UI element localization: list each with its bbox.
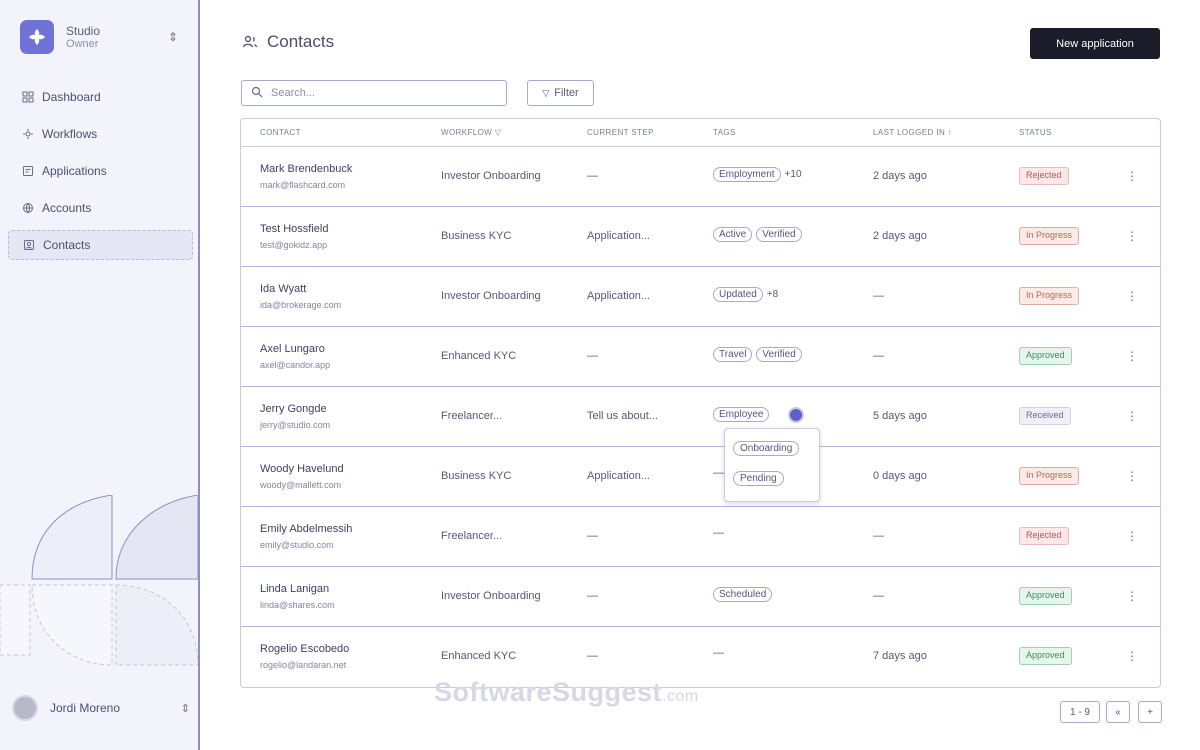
column-header-contact[interactable]: CONTACT [260, 128, 301, 137]
contact-email: linda@shares.com [260, 600, 335, 610]
current-step-cell: — [587, 530, 598, 542]
contacts-icon [242, 34, 258, 50]
tag-more-count[interactable]: +8 [766, 289, 779, 300]
page-title [242, 32, 334, 52]
sidebar-item-label: Workflows [42, 127, 98, 141]
filter-button[interactable] [527, 80, 594, 106]
table-body [241, 147, 1160, 687]
new-application-button[interactable]: New application [1030, 28, 1160, 59]
filter-icon: ▽ [542, 87, 550, 98]
sidebar-item-accounts[interactable] [8, 193, 193, 223]
tags-cell [713, 407, 773, 422]
tag-chip[interactable]: Verified [756, 347, 801, 362]
tag-chip[interactable]: Active [713, 227, 752, 242]
contact-email: test@gokidz.app [260, 240, 328, 250]
search-box[interactable] [241, 80, 507, 106]
current-step-cell: Application... [587, 470, 650, 482]
chevron-updown-icon: ⇕ [168, 30, 179, 44]
tags-cell [713, 587, 776, 602]
contact-name[interactable]: Woody Havelund [260, 463, 344, 475]
contact-name[interactable]: Linda Lanigan [260, 583, 330, 595]
tags-cell [713, 287, 778, 302]
row-menu-icon[interactable]: ⋮ [1126, 469, 1138, 483]
contact-name[interactable]: Axel Lungaro [260, 343, 325, 355]
tag-chip[interactable]: Employee [713, 407, 769, 422]
table-header [241, 119, 1160, 147]
filter-icon: ▽ [494, 128, 502, 137]
workspace-logo-icon [20, 20, 54, 54]
watermark-suffix: .com [662, 688, 699, 705]
watermark [434, 677, 699, 708]
table-row[interactable] [241, 507, 1160, 567]
row-menu-icon[interactable]: ⋮ [1126, 529, 1138, 543]
current-step-cell: Application... [587, 230, 650, 242]
current-step-cell: Application... [587, 290, 650, 302]
tag-option[interactable]: Pending [733, 471, 784, 486]
sidebar-item-dashboard[interactable] [8, 82, 193, 112]
tags-empty: — [713, 647, 724, 659]
workflow-cell: Business KYC [441, 230, 512, 242]
workflow-cell: Investor Onboarding [441, 290, 541, 302]
tag-chip[interactable]: Updated [713, 287, 763, 302]
last-logged-in-cell: — [873, 530, 884, 542]
workflow-cell: Freelancer... [441, 410, 503, 422]
last-logged-in-cell: 2 days ago [873, 170, 927, 182]
tags-empty: — [713, 467, 724, 479]
column-header-current-step[interactable]: CURRENT STEP [587, 128, 654, 137]
watermark-text: SoftwareSuggest [434, 677, 663, 707]
contact-name[interactable]: Ida Wyatt [260, 283, 307, 295]
status-badge: Approved [1019, 647, 1072, 665]
last-logged-in-cell: 5 days ago [873, 410, 927, 422]
workspace-name: Studio [66, 24, 101, 38]
sidebar-item-label: Accounts [42, 201, 92, 215]
contact-email: jerry@studio.com [260, 420, 331, 430]
column-header-workflow[interactable] [441, 128, 501, 137]
workflow-cell: Enhanced KYC [441, 350, 517, 362]
column-header-status[interactable]: STATUS [1019, 128, 1052, 137]
avatar [12, 695, 38, 721]
status-badge: In Progress [1019, 467, 1079, 485]
sidebar-item-contacts[interactable] [8, 230, 193, 260]
contact-name[interactable]: Rogelio Escobedo [260, 643, 350, 655]
pagination-prev-button[interactable]: « [1106, 701, 1130, 723]
tags-empty: — [713, 527, 724, 539]
chevron-updown-icon: ⇕ [180, 702, 190, 715]
tag-option[interactable]: Onboarding [733, 441, 799, 456]
table-row[interactable] [241, 447, 1160, 507]
last-logged-in-cell: — [873, 590, 884, 602]
table-row[interactable] [241, 387, 1160, 447]
status-badge: In Progress [1019, 287, 1079, 305]
tags-cell [713, 647, 724, 659]
sidebar-item-label: Contacts [43, 238, 91, 252]
column-header-label: LAST LOGGED IN [873, 128, 946, 137]
row-menu-icon[interactable]: ⋮ [1126, 589, 1138, 603]
last-logged-in-cell: 2 days ago [873, 230, 927, 242]
contact-name[interactable]: Test Hossfield [260, 223, 329, 235]
contacts-table [240, 118, 1161, 688]
contacts-icon [21, 237, 37, 253]
tag-popover [724, 428, 820, 502]
tag-chip[interactable]: Employment [713, 167, 781, 182]
table-row[interactable] [241, 207, 1160, 267]
tag-more-count[interactable]: +10 [784, 169, 802, 180]
current-step-cell: — [587, 170, 598, 182]
row-menu-icon[interactable]: ⋮ [1126, 409, 1138, 423]
current-step-cell: — [587, 590, 598, 602]
row-menu-icon[interactable]: ⋮ [1126, 349, 1138, 363]
sidebar-item-label: Applications [42, 164, 107, 178]
sidebar-item-label: Dashboard [42, 90, 101, 104]
row-menu-icon[interactable]: ⋮ [1126, 289, 1138, 303]
contact-email: rogelio@landaran.net [260, 660, 347, 670]
contact-email: emily@studio.com [260, 540, 334, 550]
workspace-switcher[interactable] [20, 20, 190, 56]
sidebar-decoration [0, 495, 200, 695]
contact-email: mark@flashcard.com [260, 180, 346, 190]
tags-cell [713, 467, 724, 479]
sort-arrow-icon: ↑ [947, 128, 953, 137]
pagination-range[interactable]: 1 - 9 [1060, 701, 1100, 723]
last-logged-in-cell: — [873, 350, 884, 362]
grid-icon [20, 89, 36, 105]
column-header-label: WORKFLOW [441, 128, 493, 137]
table-row[interactable] [241, 327, 1160, 387]
tags-cell [713, 227, 806, 242]
current-step-cell: — [587, 650, 598, 662]
last-logged-in-cell: — [873, 290, 884, 302]
status-badge: Rejected [1019, 167, 1069, 185]
last-logged-in-cell: 7 days ago [873, 650, 927, 662]
row-menu-icon[interactable]: ⋮ [1126, 169, 1138, 183]
user-menu[interactable] [12, 694, 190, 722]
row-menu-icon[interactable]: ⋮ [1126, 649, 1138, 663]
contact-name[interactable]: Emily Abdelmessih [260, 523, 353, 535]
tags-cell [713, 527, 724, 539]
column-header-tags[interactable]: TAGS [713, 128, 736, 137]
status-badge: Rejected [1019, 527, 1069, 545]
page-title-text: Contacts [267, 32, 335, 51]
contact-name[interactable]: Mark Brendenbuck [260, 163, 353, 175]
pagination-next-button[interactable]: + [1138, 701, 1162, 723]
table-row[interactable] [241, 267, 1160, 327]
workflow-icon [20, 126, 36, 142]
contact-email: woody@mallett.com [260, 480, 342, 490]
document-icon [20, 163, 36, 179]
tag-chip[interactable]: Scheduled [713, 587, 772, 602]
sidebar-nav [8, 82, 193, 267]
last-logged-in-cell: 0 days ago [873, 470, 927, 482]
sidebar [0, 0, 200, 750]
current-step-cell: Tell us about... [587, 410, 658, 422]
search-icon [251, 86, 263, 101]
column-header-last-logged-in[interactable] [873, 128, 952, 137]
table-row[interactable] [241, 147, 1160, 207]
user-name: Jordi Moreno [50, 701, 121, 715]
status-badge: Approved [1019, 587, 1072, 605]
tags-cell [713, 347, 806, 362]
row-menu-icon[interactable]: ⋮ [1126, 229, 1138, 243]
workspace-role: Owner [66, 38, 99, 50]
tag-edit-cursor-icon[interactable] [788, 407, 804, 423]
table-row[interactable] [241, 627, 1160, 687]
contact-email: axel@candor.app [260, 360, 331, 370]
sidebar-item-workflows[interactable] [8, 119, 193, 149]
workflow-cell: Investor Onboarding [441, 590, 541, 602]
status-badge: Approved [1019, 347, 1072, 365]
current-step-cell: — [587, 350, 598, 362]
tag-chip[interactable]: Verified [756, 227, 801, 242]
workflow-cell: Freelancer... [441, 530, 503, 542]
workflow-cell: Investor Onboarding [441, 170, 541, 182]
status-badge: Received [1019, 407, 1071, 425]
table-row[interactable] [241, 567, 1160, 627]
workflow-cell: Enhanced KYC [441, 650, 517, 662]
filter-label: Filter [554, 87, 579, 99]
workflow-cell: Business KYC [441, 470, 512, 482]
tags-cell [713, 167, 802, 182]
globe-icon [20, 200, 36, 216]
contact-name[interactable]: Jerry Gongde [260, 403, 327, 415]
search-input[interactable] [271, 87, 471, 99]
status-badge: In Progress [1019, 227, 1079, 245]
tag-chip[interactable]: Travel [713, 347, 752, 362]
contact-email: ida@brokerage.com [260, 300, 342, 310]
sidebar-item-applications[interactable] [8, 156, 193, 186]
